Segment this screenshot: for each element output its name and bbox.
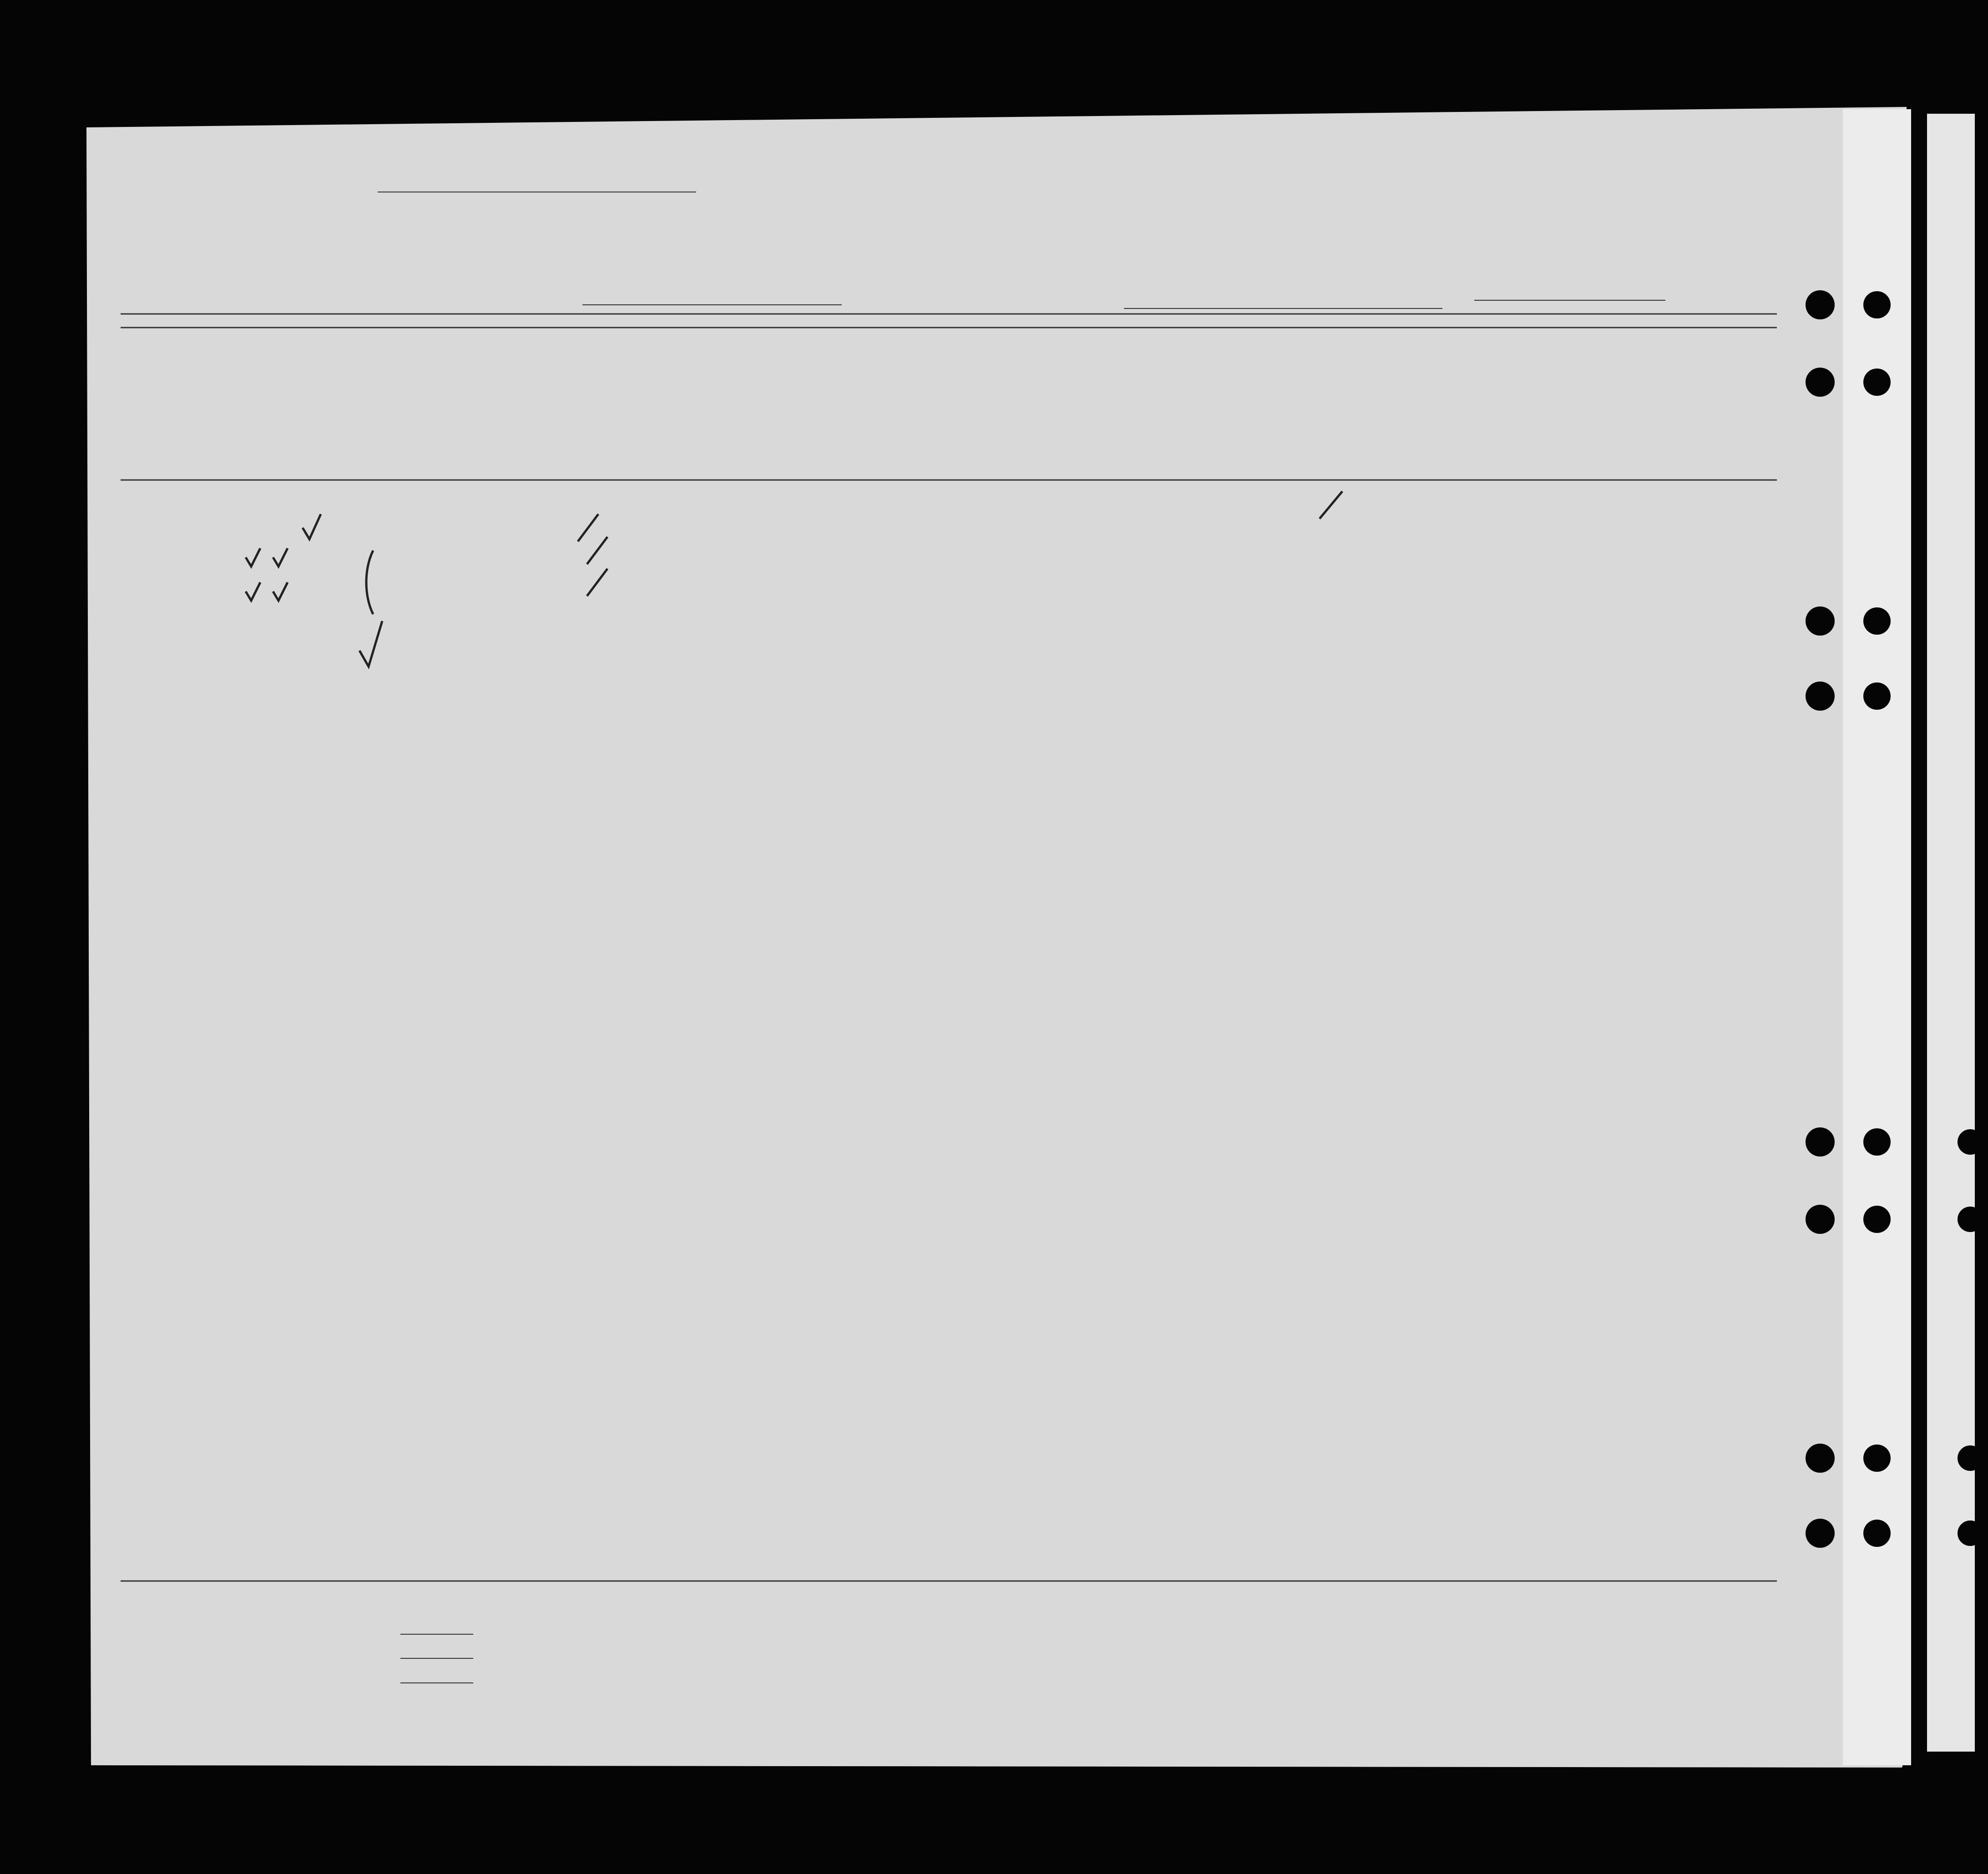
manifest-paper — [86, 107, 1911, 1768]
